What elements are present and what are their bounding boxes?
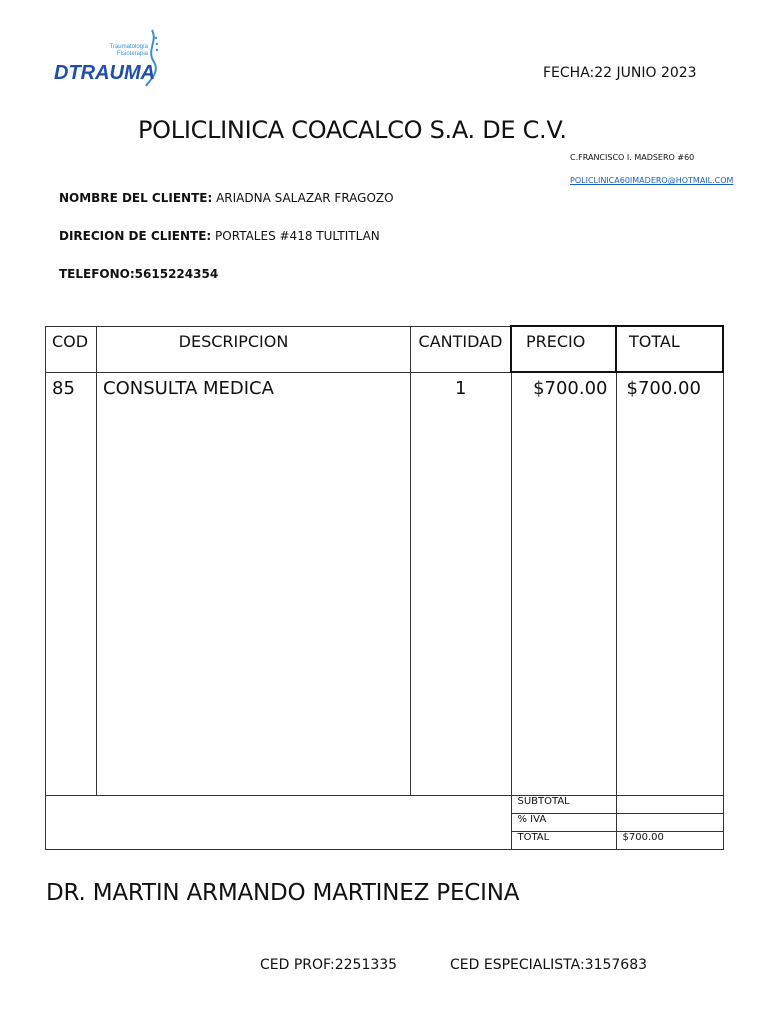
client-phone-value: 5615224354 (134, 267, 219, 281)
client-name-field (59, 191, 394, 205)
client-address-label: DIRECION DE CLIENTE: (59, 229, 212, 243)
ced-especialista: CED ESPECIALISTA:3157683 (450, 957, 648, 973)
cell-descripcion: CONSULTA MEDICA (103, 377, 274, 399)
logo-subtitle-2: Fisioterapia (116, 51, 148, 57)
logo-brand: DTRAUMA (54, 62, 156, 84)
col-header-cantidad: CANTIDAD (418, 331, 503, 351)
client-phone-label: TELEFONO: (59, 267, 135, 281)
col-header-cod: COD (52, 331, 89, 351)
client-name-value: ARIADNA SALAZAR FRAGOZO (212, 191, 394, 205)
col-header-precio: PRECIO (526, 332, 586, 351)
col-header-descripcion: DESCRIPCION (178, 331, 289, 351)
table-row (46, 372, 724, 796)
col-header-total: TOTAL (629, 332, 680, 351)
cell-precio: $700.00 (533, 378, 608, 399)
company-logo (50, 28, 162, 90)
client-phone-field (59, 267, 218, 281)
summary-blank-area (46, 796, 512, 850)
company-title: POLICLINICA COACALCO S.A. DE C.V. (138, 116, 567, 144)
company-address: C.FRANCISCO I. MADSERO #60 (570, 153, 695, 162)
client-name-label: NOMBRE DEL CLIENTE: (59, 191, 213, 205)
subtotal-label: SUBTOTAL (517, 796, 570, 807)
table-header-row (46, 326, 724, 372)
company-email-link[interactable]: POLICLINICA60IMADERO@HOTMAIL.COM (570, 176, 734, 185)
total-label: TOTAL (517, 832, 550, 843)
invoice-date: FECHA:22 JUNIO 2023 (543, 65, 697, 81)
cell-cod: 85 (52, 377, 75, 399)
summary-row-subtotal (46, 796, 724, 814)
cell-cantidad: 1 (455, 377, 467, 399)
client-address-value: PORTALES #418 TULTITLAN (211, 229, 380, 243)
invoice-table (45, 325, 724, 850)
ced-prof: CED PROF:2251335 (260, 957, 398, 973)
cell-total: $700.00 (626, 378, 701, 399)
total-value: $700.00 (622, 832, 664, 843)
doctor-name: DR. MARTIN ARMANDO MARTINEZ PECINA (46, 880, 520, 906)
logo-subtitle-1: Traumatología (109, 44, 148, 50)
iva-label: % IVA (517, 814, 547, 825)
client-address-field (59, 229, 380, 243)
